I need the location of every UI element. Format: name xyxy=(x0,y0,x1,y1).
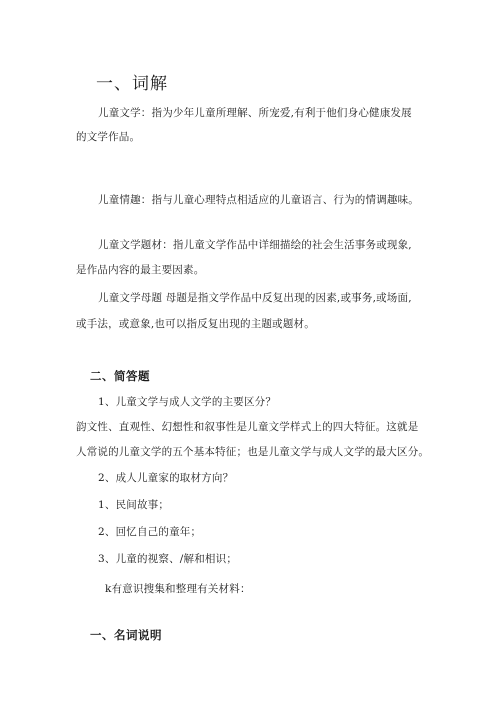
answer-2-item-2: 2、回忆自己的童年； xyxy=(98,526,202,538)
answer-2-item-3: 3、儿童的视察、/解和相识； xyxy=(98,553,238,565)
answer-2-item-1: 1、民间故事； xyxy=(98,499,170,511)
answer-1-line2: 人常说的儿童文学的五个基本特征；也是儿童文学与成人文学的最大区分。 xyxy=(76,446,430,458)
section-title-short-answer: 二、简答题 xyxy=(90,369,150,383)
answer-2-item-4: k有意识搜集和整理有关材料： xyxy=(105,583,251,595)
section-title-vocabulary: 一、词解 xyxy=(96,74,168,94)
question-1: 1、儿童文学与成人文学的主要区分？ xyxy=(98,396,277,408)
definition-subject-matter-line2: 是作品内容的最主要因素。 xyxy=(76,264,205,276)
definition-motif-line2: 或手法，或意象,也可以指反复出现的主题或题材。 xyxy=(76,318,315,330)
definition-children-interest: 儿童情趣：指与儿童心理特点相适应的儿童语言、行为的情调趣味。 xyxy=(98,194,419,206)
definition-motif-line1: 儿童文学母题 母题是指文学作品中反复出现的因素,或事务,或场面, xyxy=(98,292,412,304)
definition-children-literature-line1: 儿童文学：指为少年儿童所理解、所宠爱,有利于他们身心健康发展 xyxy=(98,107,412,119)
answer-1-line1: 韵文性、直观性、幻想性和叙事性是儿童文学样式上的四大特征。这就是 xyxy=(76,421,419,433)
definition-children-literature-line2: 的文学作品。 xyxy=(76,131,141,143)
section-title-term-explanation: 一、名词说明 xyxy=(90,628,162,642)
definition-subject-matter-line1: 儿童文学题材：指儿童文学作品中详细描绘的社会生活事务或现象, xyxy=(98,239,412,251)
question-2: 2、成人儿童家的取材方向？ xyxy=(98,472,234,484)
